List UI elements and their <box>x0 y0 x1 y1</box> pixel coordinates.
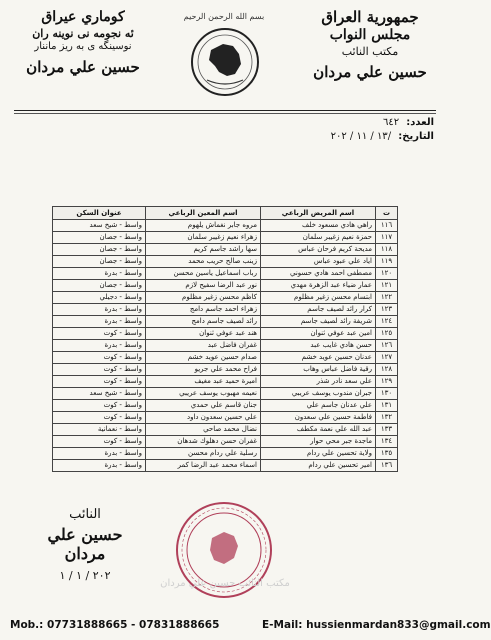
caregiver-name-cell: زهراء احمد جاسم دامج <box>146 304 261 316</box>
reference-date-value: /١٣ / ١١ / ٢٠٢ <box>330 131 392 142</box>
header-patient-name: اسم المريض الرباعي <box>261 207 376 220</box>
table-row <box>53 460 398 472</box>
row-number-cell: ١١٩ <box>376 256 398 268</box>
header-address: عنوان السكن <box>53 207 146 220</box>
country-name-kurdish: كوماري عيراق <box>41 9 125 25</box>
caregiver-name-cell: فراح محمد علي جريو <box>146 364 261 376</box>
signature-date: ٢٠٢ / ١ / ١ <box>59 569 111 582</box>
table-row <box>53 388 398 400</box>
row-number-cell: ١١٦ <box>376 220 398 232</box>
parliament-name: مجلس النواب <box>329 27 411 43</box>
table-row <box>53 376 398 388</box>
row-number-cell: ١٣٤ <box>376 436 398 448</box>
watermark-text: مكتب النائب حسين علي مردان <box>160 578 290 589</box>
address-cell: واسط - شيخ سعد <box>53 220 146 232</box>
patient-name-cell: جبران مندوب يوسف عريبي <box>261 388 376 400</box>
reference-date-label: التاريخ: <box>398 131 434 142</box>
patient-name-cell: كرار رائد لصيف جاسم <box>261 304 376 316</box>
address-cell: واسط - كوت <box>53 412 146 424</box>
row-number-cell: ١٢٧ <box>376 352 398 364</box>
patient-name-cell: رقية فاضل عباس وهاب <box>261 364 376 376</box>
row-number-cell: ١٢٠ <box>376 268 398 280</box>
caregiver-name-cell: نعيمه مهبوب يوسف عريبي <box>146 388 261 400</box>
header-caregiver-name: اسم المعين الرباعي <box>146 207 261 220</box>
caregiver-name-cell: هند عبد عوفي ثنوان <box>146 328 261 340</box>
basmala: بسم الله الرحمن الرحيم <box>183 12 265 21</box>
address-cell: واسط - كوت <box>53 364 146 376</box>
reference-number-label: العدد: <box>406 117 434 128</box>
table-row <box>53 352 398 364</box>
email-address: E-Mail: hussienmardan833@gmail.com <box>262 619 491 631</box>
caregiver-name-cell: علي حسين سعدون داود <box>146 412 261 424</box>
row-number-cell: ١١٧ <box>376 232 398 244</box>
patient-name-cell: امين عبد عوفي ثنوان <box>261 328 376 340</box>
patient-name-cell: مصطفى احمد هادي حسوني <box>261 268 376 280</box>
row-number-cell: ١٢٩ <box>376 376 398 388</box>
caregiver-name-cell: رسلية علي ردام محسن <box>146 448 261 460</box>
patient-name-cell: مديحة كريم فرحان عباس <box>261 244 376 256</box>
parliament-emblem-icon <box>189 26 261 98</box>
patient-name-cell: شريفة رائد لصيف جاسم <box>261 316 376 328</box>
address-cell: واسط - بدرة <box>53 448 146 460</box>
signature-name: حسين علي مردان <box>47 525 123 563</box>
signature-block <box>30 507 140 582</box>
row-number-cell: ١٣٢ <box>376 412 398 424</box>
table-row <box>53 424 398 436</box>
row-number-cell: ١٢٥ <box>376 328 398 340</box>
caregiver-name-cell: سها راشد جاسم كريم <box>146 244 261 256</box>
row-number-cell: ١٣٥ <box>376 448 398 460</box>
address-cell: واسط - كوت <box>53 352 146 364</box>
table-row <box>53 292 398 304</box>
caregiver-name-cell: زينب صالح حريب محمد <box>146 256 261 268</box>
caregiver-name-cell: نور عبد الرضا سفيح لازم <box>146 280 261 292</box>
letterhead-kurdish <box>8 10 158 75</box>
address-cell: واسط - كوت <box>53 376 146 388</box>
patient-name-cell: ابتسام محسن زغير مظلوم <box>261 292 376 304</box>
address-cell: واسط - بدرة <box>53 460 146 472</box>
address-cell: واسط - جصان <box>53 232 146 244</box>
table-row <box>53 232 398 244</box>
mobile-numbers: Mob.: 07731888665 - 07831888665 <box>10 619 220 631</box>
table-row <box>53 304 398 316</box>
row-number-cell: ١٢٤ <box>376 316 398 328</box>
patient-name-cell: اياد علي عبود عباس <box>261 256 376 268</box>
patient-name-cell: راهي هادي مسعود خلف <box>261 220 376 232</box>
mp-name: حسين علي مردان <box>313 63 427 81</box>
table-row <box>53 256 398 268</box>
patient-name-cell: علي سعد نادر شذر <box>261 376 376 388</box>
address-cell: واسط - دجيلي <box>53 292 146 304</box>
table-row <box>53 436 398 448</box>
row-number-cell: ١٢٢ <box>376 292 398 304</box>
row-number-cell: ١٢٣ <box>376 304 398 316</box>
caregiver-name-cell: جنان قاسم علي حمدي <box>146 400 261 412</box>
header-divider-thin <box>14 113 436 114</box>
caregiver-name-cell: رائد لصيف جاسم دامج <box>146 316 261 328</box>
caregiver-name-cell: رباب اسماعيل ياسين محسن <box>146 268 261 280</box>
table-row <box>53 412 398 424</box>
caregiver-name-cell: كاظم محسن زغير مظلوم <box>146 292 261 304</box>
table-row <box>53 340 398 352</box>
address-cell: واسط - بدرة <box>53 316 146 328</box>
address-cell: واسط - جصان <box>53 280 146 292</box>
table-row <box>53 220 398 232</box>
table-row <box>53 328 398 340</box>
table-row <box>53 448 398 460</box>
row-number-cell: ١٣١ <box>376 400 398 412</box>
patient-name-cell: ولاية تحسين علي ردام <box>261 448 376 460</box>
patient-name-cell: عبد الله علي نعمة مكطف <box>261 424 376 436</box>
patient-name-cell: فاطمة حسين علي سعدون <box>261 412 376 424</box>
header-number: ت <box>376 207 398 220</box>
letterhead-arabic <box>300 10 440 80</box>
row-number-cell: ١٣٣ <box>376 424 398 436</box>
row-number-cell: ١٢١ <box>376 280 398 292</box>
caregiver-name-cell: اميرة حميد عبد مغيف <box>146 376 261 388</box>
mp-name-kurdish: حسين علي مردان <box>26 58 140 76</box>
country-name: جمهورية العراق <box>321 8 419 26</box>
address-cell: واسط - جصان <box>53 244 146 256</box>
office-label: مكتب النائب <box>341 45 399 58</box>
address-cell: واسط - كوت <box>53 400 146 412</box>
patients-table <box>52 206 398 472</box>
patient-name-cell: امير تحسين علي ردام <box>261 460 376 472</box>
table-row <box>53 316 398 328</box>
patient-name-cell: حمزة نعيم زغيبر سلمان <box>261 232 376 244</box>
caregiver-name-cell: اسماء محمد عبد الرضا كمر <box>146 460 261 472</box>
row-number-cell: ١٢٨ <box>376 364 398 376</box>
table-row <box>53 364 398 376</box>
patient-name-cell: ماجدة جبر محي حوار <box>261 436 376 448</box>
parliament-name-kurdish: ئه نجومه نى نوينه ران <box>32 27 134 40</box>
address-cell: واسط - بدرة <box>53 268 146 280</box>
signature-title: النائب <box>69 507 101 522</box>
address-cell: واسط - كوت <box>53 328 146 340</box>
patient-name-cell: عدنان حسين عويد خشم <box>261 352 376 364</box>
table-row <box>53 244 398 256</box>
caregiver-name-cell: نضال محمد صاحي <box>146 424 261 436</box>
row-number-cell: ١٣٠ <box>376 388 398 400</box>
caregiver-name-cell: زهراء نعيم زغيبر سلمان <box>146 232 261 244</box>
caregiver-name-cell: مروه جابر نغماش يلهوم <box>146 220 261 232</box>
address-cell: واسط - نعمانية <box>53 424 146 436</box>
caregiver-name-cell: غفران حسن دهلوك شدهان <box>146 436 261 448</box>
address-cell: واسط - شيخ سعد <box>53 388 146 400</box>
caregiver-name-cell: غفران فاضل عبد <box>146 340 261 352</box>
office-label-kurdish: نوسينگه ى به ريز ماننار <box>34 41 132 52</box>
reference-number <box>383 117 434 128</box>
row-number-cell: ١٣٦ <box>376 460 398 472</box>
caregiver-name-cell: صدام حسين عويد خشم <box>146 352 261 364</box>
patient-name-cell: حسن هادي غايب عبد <box>261 340 376 352</box>
patient-name-cell: علي عدنان جاسم علي <box>261 400 376 412</box>
reference-date <box>331 131 434 142</box>
row-number-cell: ١٢٦ <box>376 340 398 352</box>
address-cell: واسط - كوت <box>53 436 146 448</box>
address-cell: واسط - بدرة <box>53 340 146 352</box>
header-divider <box>14 110 436 111</box>
patient-name-cell: عمار ضياء عبد الزهرة مهدي <box>261 280 376 292</box>
reference-number-value: ٦٤٢ <box>382 117 400 128</box>
table-row <box>53 268 398 280</box>
table-body <box>53 220 398 472</box>
table-row <box>53 280 398 292</box>
address-cell: واسط - بدرة <box>53 304 146 316</box>
table-row <box>53 400 398 412</box>
row-number-cell: ١١٨ <box>376 244 398 256</box>
address-cell: واسط - جصان <box>53 256 146 268</box>
table-header-row <box>53 207 398 220</box>
